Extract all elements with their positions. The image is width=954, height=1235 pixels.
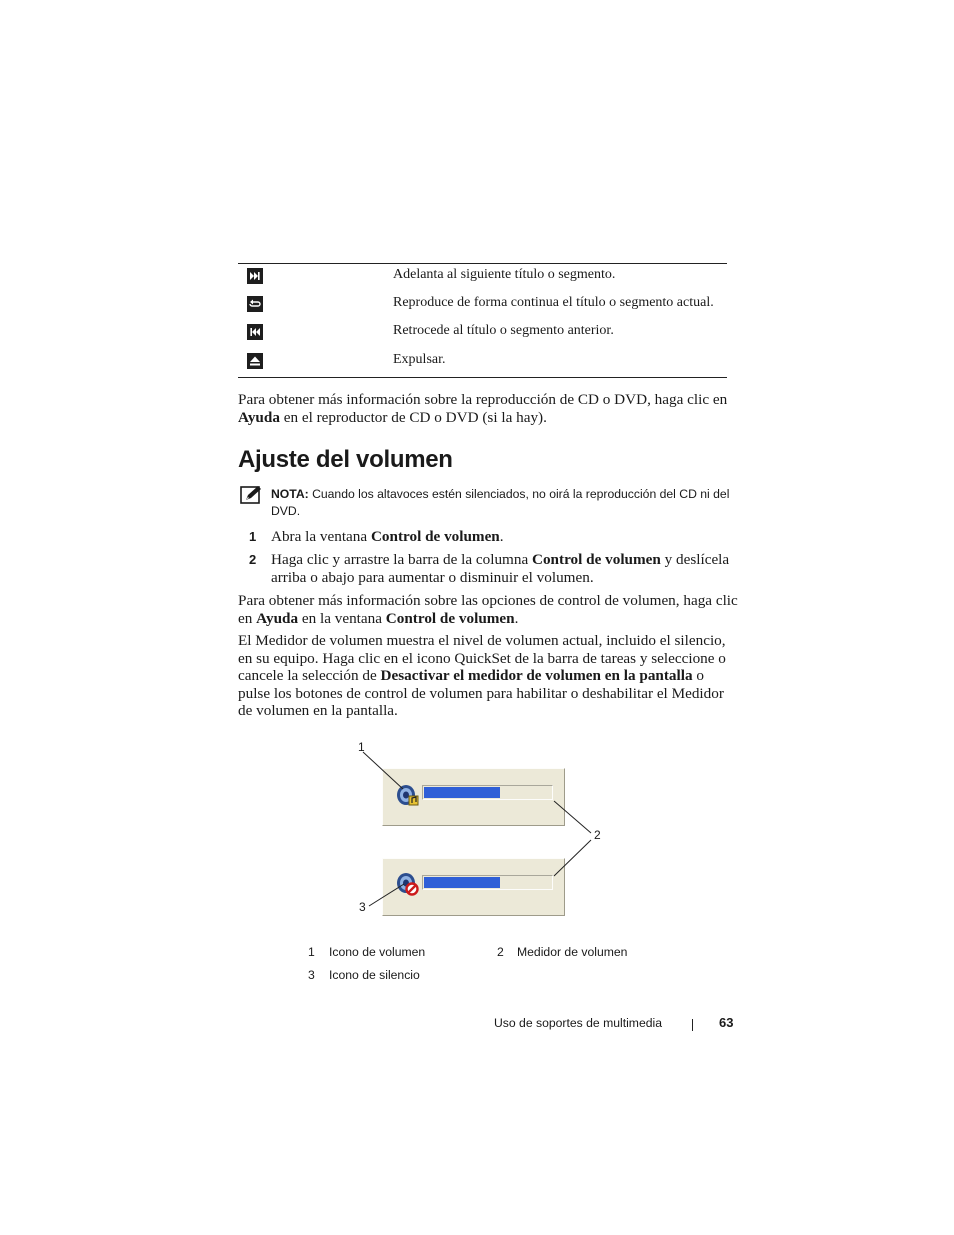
row-description: Reproduce de forma continua el título o segmento actual. bbox=[393, 295, 714, 310]
more-info-text: Para obtener más información sobre las opciones de control de volumen, haga clic en bbox=[238, 592, 738, 627]
legend-label: Medidor de volumen bbox=[517, 945, 628, 959]
legend-number: 1 bbox=[308, 945, 315, 959]
step-post: . bbox=[499, 528, 504, 545]
callout-label: 2 bbox=[594, 828, 601, 842]
step-number: 1 bbox=[249, 529, 257, 544]
section-heading: Ajuste del volumen bbox=[238, 446, 453, 473]
note-label: NOTA: bbox=[271, 487, 309, 501]
step-number: 2 bbox=[249, 552, 257, 567]
callout-label: 1 bbox=[358, 740, 365, 754]
page-number: 63 bbox=[719, 1015, 734, 1030]
more-info-text: . bbox=[514, 609, 519, 627]
note-body: Cuando los altavoces estén silenciados, no oirá la reproducción del CD ni del DVD. bbox=[271, 487, 730, 518]
legend-number: 3 bbox=[308, 968, 315, 982]
more-info-bold: Ayuda bbox=[256, 609, 299, 627]
callout-label: 3 bbox=[359, 900, 366, 914]
legend-label: Icono de volumen bbox=[329, 945, 426, 959]
row-description: Retrocede al título o segmento anterior. bbox=[393, 323, 614, 338]
intro-text-end: en el reproductor de CD o DVD (si la hay). bbox=[279, 408, 547, 426]
more-info-text: en la ventana bbox=[298, 609, 386, 627]
more-info-bold: Control de volumen bbox=[385, 609, 515, 627]
meter-text: El Medidor de volumen muestra el nivel de volumen actual, incluido el silencio, en su equipo. Haga clic en el icono QuickSet de la barra de tareas y seleccione o cancele la selección de bbox=[238, 632, 726, 684]
step-post: y deslícela arriba o abajo para aumentar o disminuir el volumen. bbox=[271, 551, 730, 586]
step-pre: Abra la ventana bbox=[271, 528, 371, 545]
step-pre: Haga clic y arrastre la barra de la columna bbox=[271, 551, 532, 568]
legend-number: 2 bbox=[497, 945, 504, 959]
footer-section: Uso de soportes de multimedia bbox=[494, 1016, 663, 1030]
intro-bold: Ayuda bbox=[238, 408, 280, 426]
row-description: Adelanta al siguiente título o segmento. bbox=[393, 267, 616, 282]
meter-bold: Desactivar el medidor de volumen en la pantalla bbox=[380, 667, 693, 684]
legend-label: Icono de silencio bbox=[329, 968, 420, 982]
step-bold: Control de volumen bbox=[532, 551, 661, 568]
footer-divider bbox=[692, 1019, 693, 1031]
intro-text: Para obtener más información sobre la reproducción de CD o DVD, haga clic en bbox=[238, 391, 728, 408]
meter-text: o pulse los botones de control de volumen para habilitar o deshabilitar el Medidor de volumen en la pantalla. bbox=[238, 667, 724, 719]
row-description: Expulsar. bbox=[393, 352, 446, 367]
step-bold: Control de volumen bbox=[370, 528, 500, 545]
